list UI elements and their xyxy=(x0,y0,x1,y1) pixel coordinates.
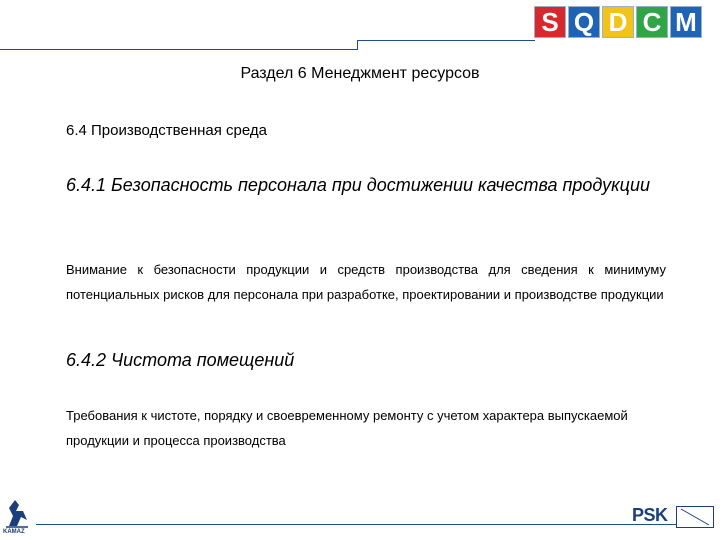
sqdcm-tile-m: M xyxy=(670,6,702,38)
subsection-text-cleanliness: Требования к чистоте, порядку и своевременному ремонту с учетом характера выпускаемой продукции и процесса производства xyxy=(66,408,628,448)
psk-logo-box xyxy=(676,506,714,528)
kamaz-logo-icon xyxy=(3,496,31,528)
subsection-heading-safety: 6.4.1 Безопасность персонала при достижении качества продукции xyxy=(66,175,650,195)
sqdcm-tile-s: S xyxy=(534,6,566,38)
page-title: Раздел 6 Менеджмент ресурсов xyxy=(240,65,480,82)
subsection-text-safety: Внимание к безопасности продукции и средств производства для сведения к минимуму потенциальных рисков для персонала при разработке, проектировании и производстве продукции xyxy=(66,262,666,302)
header-rule-right xyxy=(357,40,535,41)
sqdcm-tile-c: C xyxy=(636,6,668,38)
sqdcm-logo xyxy=(534,6,704,38)
subsection-heading-cleanliness: 6.4.2 Чистота помещений xyxy=(66,350,295,370)
footer-rule xyxy=(36,524,676,525)
header-rule-step xyxy=(357,40,358,50)
psk-logo-text: PSK xyxy=(632,505,668,525)
sqdcm-tile-q: Q xyxy=(568,6,600,38)
sqdcm-tile-d: D xyxy=(602,6,634,38)
kamaz-logo-text: KAMAZ xyxy=(3,529,25,535)
section-heading: 6.4 Производственная среда xyxy=(66,122,267,139)
header-rule-left xyxy=(0,49,357,50)
